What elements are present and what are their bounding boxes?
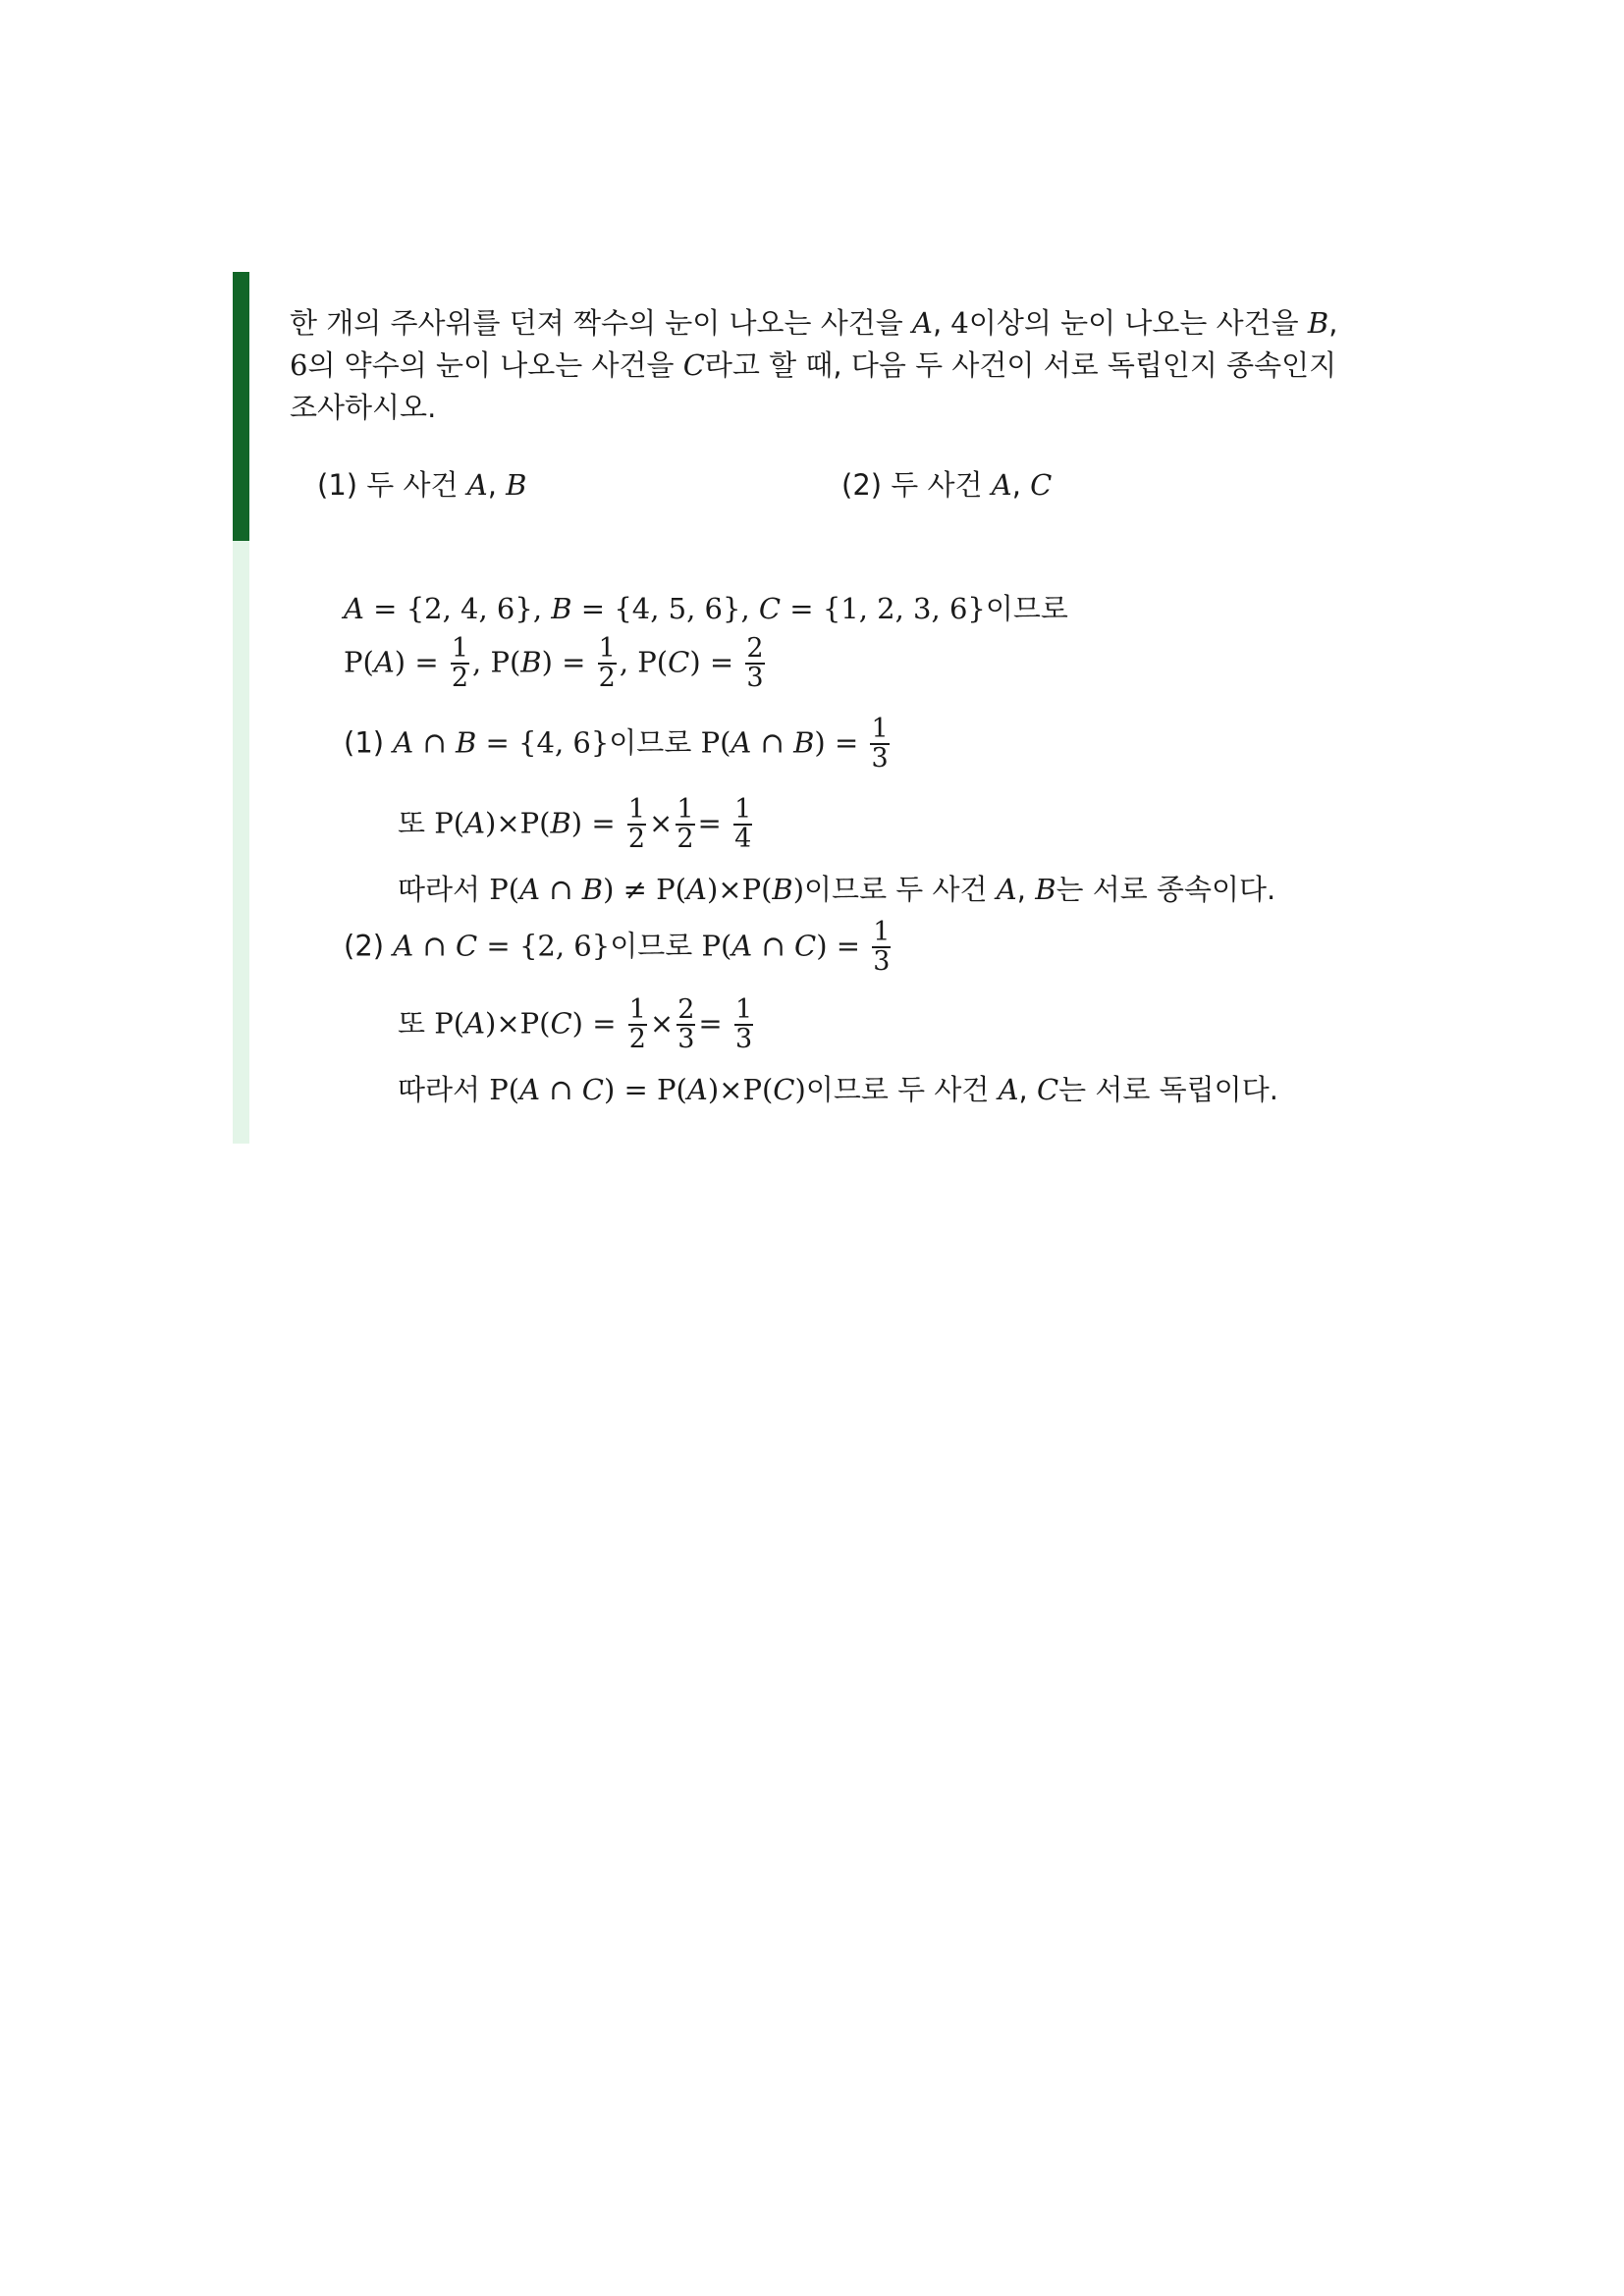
math-expression: ) = <box>570 806 624 840</box>
text-run: , <box>1016 873 1036 906</box>
fraction-denominator: 2 <box>628 1024 646 1055</box>
text-run: , <box>487 468 507 502</box>
text-run: , <box>1011 468 1031 502</box>
problem-line <box>290 345 1380 387</box>
math-variable: A <box>912 306 933 340</box>
math-expression: ∩ <box>413 725 456 760</box>
math-expression: ∩ <box>752 929 794 963</box>
problem-statement <box>290 302 1380 429</box>
fraction-numerator: 1 <box>734 994 753 1025</box>
math-expression: P( <box>344 645 374 679</box>
fraction-denominator: 2 <box>598 663 616 694</box>
fraction-numerator: 1 <box>451 633 469 664</box>
math-variable: A <box>393 725 414 760</box>
math-expression: , P( <box>472 645 521 679</box>
math-expression: , P( <box>619 645 669 679</box>
fraction-numerator: 2 <box>677 994 695 1025</box>
text-run: 라고 할 때, 다음 두 사건이 서로 독립인지 종속인지 <box>704 348 1337 382</box>
math-variable: B <box>793 725 815 760</box>
math-expression: = {4, 5, 6}, <box>571 592 759 625</box>
fraction-denominator: 4 <box>734 824 752 855</box>
fraction <box>676 796 694 854</box>
math-variable: C <box>581 1073 604 1106</box>
math-expression: = {1, 2, 3, 6} <box>781 592 986 625</box>
fraction-denominator: 3 <box>871 743 889 774</box>
math-variable: C <box>773 1073 795 1106</box>
math-variable: C <box>668 645 690 679</box>
fraction-numerator: 1 <box>873 917 891 947</box>
math-expression: = {2, 6} <box>477 929 611 963</box>
math-variable: A <box>519 873 541 906</box>
math-expression: ∩ <box>540 1073 582 1106</box>
fraction <box>872 919 891 977</box>
solution-accent-bar <box>233 541 249 1144</box>
fraction-denominator: 3 <box>873 946 891 978</box>
math-expression: × <box>649 806 674 840</box>
math-variable: A <box>373 645 395 679</box>
subquestion-2 <box>841 463 1052 504</box>
text-run: (2) 두 사건 <box>841 468 992 502</box>
fraction <box>627 796 646 854</box>
text-run: , <box>932 306 951 340</box>
math-expression: ∩ <box>751 725 794 760</box>
math-expression: P( <box>701 929 732 963</box>
text-run: , <box>1328 306 1338 340</box>
fraction <box>628 996 647 1054</box>
fraction-numerator: 1 <box>628 994 646 1025</box>
text-run: 는 서로 독립이다. <box>1058 1073 1278 1106</box>
math-expression: ) ≠ P( <box>603 873 686 906</box>
fraction-numerator: 1 <box>734 794 752 825</box>
solution-part2-conclusion <box>398 1068 1278 1108</box>
solution-part2-product <box>398 996 756 1054</box>
fraction-denominator: 3 <box>746 663 764 694</box>
math-variable: A <box>464 1006 486 1041</box>
math-expression: P( <box>489 873 520 906</box>
math-variable: A <box>998 1073 1019 1106</box>
text-run: 이상의 눈이 나오는 사건을 <box>968 306 1308 340</box>
math-expression: P( <box>434 1006 465 1041</box>
math-variable: B <box>581 873 604 906</box>
math-variable: C <box>793 929 817 963</box>
math-variable: A <box>466 468 488 502</box>
math-variable: A <box>393 929 414 963</box>
math-expression: 6 <box>290 348 308 382</box>
math-variable: A <box>991 468 1012 502</box>
text-run: 이므로 <box>610 929 702 963</box>
fraction <box>734 996 753 1054</box>
math-expression: ∩ <box>413 929 456 963</box>
text-run: 조사하시오. <box>290 391 437 424</box>
fraction <box>598 635 617 693</box>
text-run: 이므로 <box>985 592 1068 625</box>
fraction <box>733 796 752 854</box>
text-run: 이므로 두 사건 <box>804 873 997 906</box>
solution-probabilities <box>344 635 768 693</box>
fraction-denominator: 3 <box>677 1024 695 1055</box>
math-expression: = <box>697 806 731 840</box>
text-run: 또 <box>398 1006 435 1041</box>
fraction-numerator: 1 <box>871 714 889 744</box>
math-expression: )×P( <box>707 1073 774 1106</box>
math-variable: B <box>550 806 571 840</box>
fraction <box>451 635 469 693</box>
problem-line <box>290 387 1380 429</box>
math-expression: P( <box>489 1073 520 1106</box>
math-variable: B <box>456 725 477 760</box>
math-expression: P( <box>434 806 465 840</box>
math-expression: ) = <box>689 645 743 679</box>
math-expression: × <box>649 1006 675 1041</box>
math-expression: )×P( <box>485 806 551 840</box>
math-expression: = <box>698 1006 731 1041</box>
math-variable: A <box>686 873 707 906</box>
solution-sets <box>344 587 1068 627</box>
text-run: 한 개의 주사위를 던져 짝수의 눈이 나오는 사건을 <box>290 306 913 340</box>
fraction-denominator: 2 <box>451 663 469 694</box>
math-expression: ) = <box>571 1006 625 1041</box>
text-run: 이므로 두 사건 <box>805 1073 999 1106</box>
fraction-numerator: 1 <box>598 633 616 664</box>
fraction <box>870 716 889 774</box>
math-expression: ) = <box>541 645 595 679</box>
math-variable: C <box>550 1006 572 1041</box>
text-run: 는 서로 종속이다. <box>1056 873 1276 906</box>
subquestion-1 <box>317 463 526 504</box>
math-expression: P( <box>700 725 731 760</box>
solution-part1-conclusion <box>398 868 1275 908</box>
math-variable: B <box>520 645 542 679</box>
math-expression: ) = P( <box>604 1073 687 1106</box>
math-variable: A <box>686 1073 708 1106</box>
math-variable: A <box>996 873 1017 906</box>
math-expression: )×P( <box>485 1006 551 1041</box>
text-run: (1) 두 사건 <box>317 468 467 502</box>
math-expression: 4 <box>950 306 969 340</box>
math-variable: B <box>551 592 572 625</box>
text-run: (2) <box>344 929 394 963</box>
math-expression: = {2, 4, 6}, <box>363 592 552 625</box>
solution-part1-product <box>398 796 755 854</box>
math-variable: B <box>772 873 793 906</box>
question-accent-bar <box>233 272 249 541</box>
math-variable: C <box>1030 468 1053 502</box>
fraction <box>745 635 764 693</box>
math-expression: = {4, 6} <box>476 725 610 760</box>
math-variable: B <box>1035 873 1056 906</box>
fraction-numerator: 1 <box>627 794 646 825</box>
math-expression: ) <box>794 1073 806 1106</box>
math-expression: ∩ <box>540 873 582 906</box>
math-expression: ) = <box>814 725 868 760</box>
text-run: , <box>1018 1073 1037 1106</box>
text-run: 의 약수의 눈이 나오는 사건을 <box>307 348 683 382</box>
solution-part1-intersection <box>344 716 893 774</box>
math-variable: A <box>731 725 752 760</box>
fraction-numerator: 1 <box>677 794 694 825</box>
math-variable: B <box>1307 306 1329 340</box>
fraction <box>677 996 695 1054</box>
text-run: 따라서 <box>398 873 490 906</box>
math-variable: B <box>506 468 527 502</box>
text-run: 또 <box>398 806 435 840</box>
fraction-denominator: 2 <box>677 824 694 855</box>
math-variable: A <box>519 1073 541 1106</box>
math-variable: A <box>344 592 364 625</box>
math-variable: A <box>464 806 486 840</box>
math-variable: A <box>731 929 753 963</box>
math-expression: ) <box>792 873 805 906</box>
fraction-denominator: 3 <box>734 1024 753 1055</box>
math-expression: ) = <box>394 645 448 679</box>
text-run: (1) <box>344 725 394 760</box>
math-variable: C <box>456 929 478 963</box>
math-expression: )×P( <box>706 873 773 906</box>
math-variable: C <box>682 348 705 382</box>
problem-line <box>290 302 1380 345</box>
text-run: 이므로 <box>609 725 701 760</box>
math-variable: C <box>1036 1073 1059 1106</box>
text-run: 따라서 <box>398 1073 490 1106</box>
math-expression: ) = <box>816 929 870 963</box>
solution-part2-intersection <box>344 919 893 977</box>
math-variable: C <box>758 592 782 625</box>
fraction-denominator: 2 <box>627 824 646 855</box>
fraction-numerator: 2 <box>746 633 764 664</box>
